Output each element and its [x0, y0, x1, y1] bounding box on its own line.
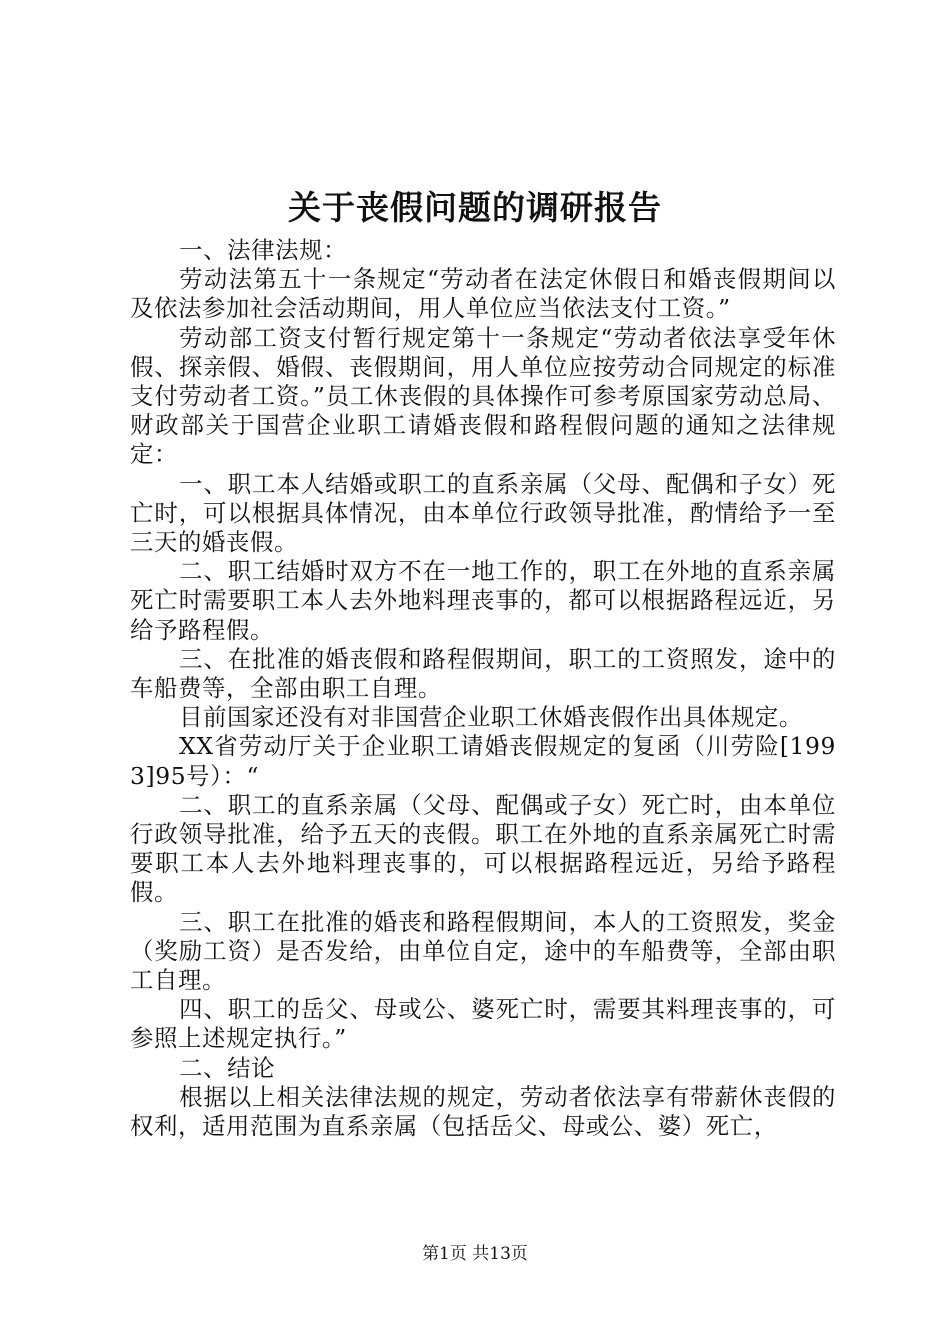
paragraph-labor-law: 劳动法第五十一条规定“劳动者在法定休假日和婚丧假期间以及依法参加社会活动期间，用人单位应当依法支付工资。”	[130, 265, 836, 323]
paragraph-clause-2: 二、职工结婚时双方不在一地工作的，职工在外地的直系亲属死亡时需要职工本人去外地料理丧事的，都可以根据路程远近，另给予路程假。	[130, 557, 836, 644]
paragraph-heading-conclusion: 二、结论	[179, 1053, 276, 1082]
paragraph-reply-clause-3: 三、职工在批准的婚丧和路程假期间，本人的工资照发，奖金（奖励工资）是否发给，由单位自定，途中的车船费等，全部由职工自理。	[130, 907, 836, 995]
paragraph-reply-clause-4: 四、职工的岳父、母或公、婆死亡时，需要其料理丧事的，可参照上述规定执行。”	[130, 995, 836, 1053]
paragraph-heading-laws: 一、法律法规：	[179, 236, 348, 264]
paragraph-conclusion: 根据以上相关法律法规的规定，劳动者依法享有带薪休丧假的权利，适用范围为直系亲属（包括岳父、母或公、婆）死亡，	[130, 1082, 836, 1141]
paragraph-clause-3: 三、在批准的婚丧假和路程假期间，职工的工资照发，途中的车船费等，全部由职工自理。	[130, 644, 836, 703]
paragraph-clause-1: 一、职工本人结婚或职工的直系亲属（父母、配偶和子女）死亡时，可以根据具体情况，由本单位行政领导批准，酌情给予一至三天的婚丧假。	[130, 469, 836, 557]
paragraph-non-state-enterprise: 目前国家还没有对非国营企业职工休婚丧假作出具体规定。	[179, 703, 803, 732]
document-title: 关于丧假问题的调研报告	[288, 188, 662, 227]
page-number-footer: 第1页 共13页	[422, 1244, 528, 1264]
document-body	[130, 236, 836, 1141]
paragraph-provincial-reply: XX省劳动厅关于企业职工请婚丧假规定的复函（川劳险[1993]95号）：“	[130, 732, 836, 790]
paragraph-wage-regulation: 劳动部工资支付暂行规定第十一条规定“劳动者依法享受年休假、探亲假、婚假、丧假期间，用人单位应按劳动合同规定的标准支付劳动者工资。”员工休丧假的具体操作可参考原国家劳动总局、财政部关于国营企业职工请婚丧假和路程假问题的通知之法律规定：	[130, 323, 836, 469]
paragraph-reply-clause-2: 二、职工的直系亲属（父母、配偶或子女）死亡时，由本单位行政领导批准，给予五天的丧假。职工在外地的直系亲属死亡时需要职工本人去外地料理丧事的，可以根据路程远近，另给予路程假。	[130, 790, 836, 907]
